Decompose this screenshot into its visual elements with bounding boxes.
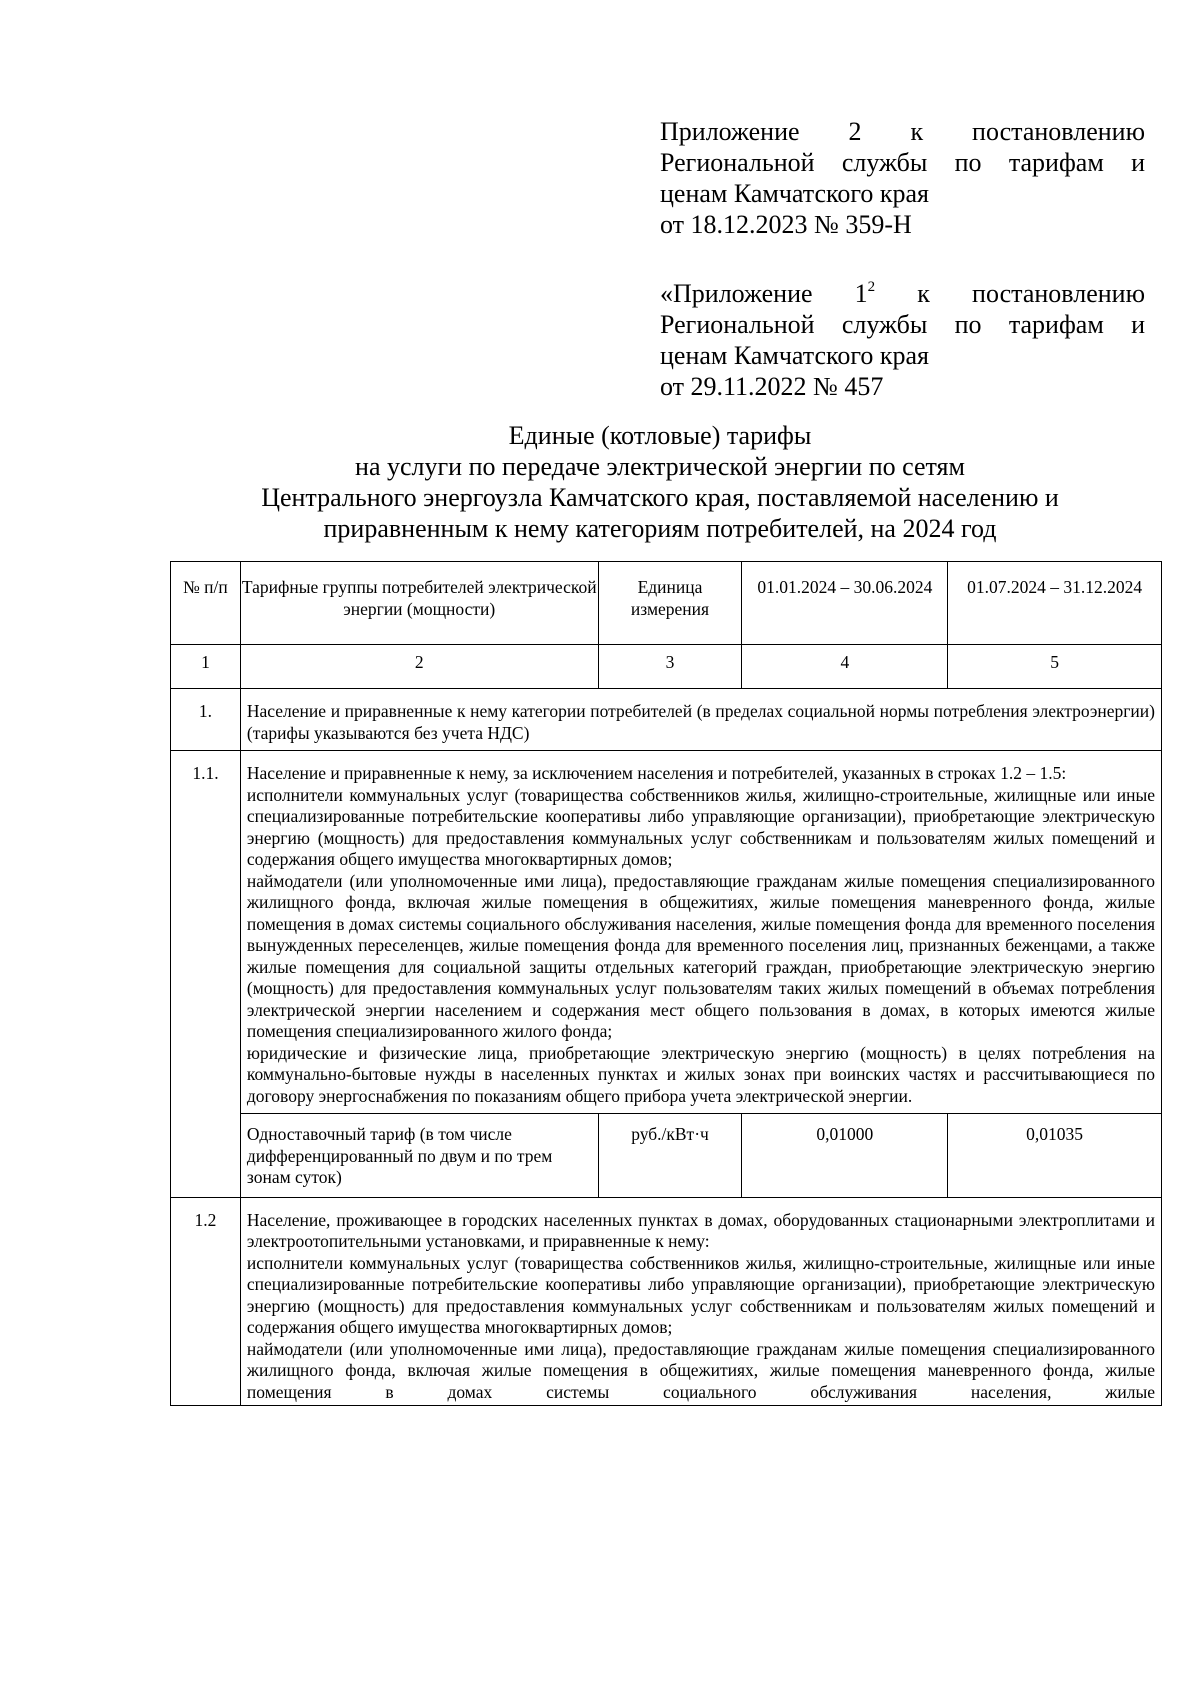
- description-paragraph: исполнители коммунальных услуг (товарищества собственников жилья, жилищно-строительные, жилищные или иные специализированные потребительские кооперативы либо управляющие организации), приобретающие электрическую энергию (мощность) для предоставления коммунальных услуг собственникам и пользователям жилых помещений и содержания общего имущества многоквартирных домов;: [246, 784, 1155, 869]
- appendix-line: [660, 278, 1145, 309]
- description-paragraph: наймодатели (или уполномоченные ими лица), предоставляющие гражданам жилые помещения специализированного жилищного фонда, включая жилые помещения в общежитиях, жилые помещения маневренного фонда, жилые помещения в домах системы социального обслуживания населения, жилые помещения фонда для временного поселения вынужденных переселенцев, жилые помещения фонда для временного поселения лиц, признанных беженцами, а также жилые помещения для социальной защиты отдельных категорий граждан, приобретающие электрическую энергию (мощность) для предоставления коммунальных услуг пользователям таких жилых помещений в объемах потребления электрической энергии населением и содержания мест общего пользования в домах, в которых имеются жилые помещения специализированного жилого фонда;: [246, 870, 1155, 1041]
- column-number: 3: [598, 645, 742, 689]
- table-row-1-2: [171, 1197, 1162, 1406]
- row-description: [240, 751, 1161, 1114]
- title-line: приравненным к нему категориям потребителей, на 2024 год: [323, 514, 997, 543]
- section-description: [240, 689, 1161, 751]
- column-number: 2: [240, 645, 598, 689]
- description-paragraph: наймодатели (или уполномоченные ими лица), предоставляющие гражданам жилые помещения специализированного жилищного фонда, включая жилые помещения в общежитиях, жилые помещения маневренного фонда, жилые помещения в домах системы социального обслуживания населения, жилые: [246, 1338, 1155, 1402]
- row-number: 1.2: [171, 1197, 241, 1406]
- appendix-prefix: «Приложение 1: [660, 279, 868, 308]
- header-period-1: 01.01.2024 – 30.06.2024: [742, 562, 948, 645]
- description-paragraph: Население и приравненные к нему, за исключением населения и потребителей, указанных в строках 1.2 – 1.5:: [246, 763, 1067, 783]
- tariff-label: Одноставочный тариф (в том числе дифференцированный по двум и по трем зонам суток): [240, 1114, 598, 1198]
- appendix-line: Приложение 2 к постановлению: [660, 117, 1145, 146]
- row-number: 1.1.: [171, 751, 241, 1198]
- column-number: 1: [171, 645, 241, 689]
- header-group: Тарифные группы потребителей электрической энергии (мощности): [240, 562, 598, 645]
- column-numbers-row: [171, 645, 1162, 689]
- description-paragraph: Население, проживающее в городских населенных пунктах в домах, оборудованных стационарными электроплитами и электроотопительными установками, и приравненные к нему:: [246, 1209, 1155, 1251]
- row-description: [240, 1197, 1161, 1406]
- title-line: Центрального энергоузла Камчатского края, поставляемой населению и: [261, 483, 1059, 512]
- document-title: [160, 420, 1160, 544]
- appendix-header-current: [660, 116, 1145, 240]
- appendix-line: ценам Камчатского края: [660, 179, 929, 208]
- table-row-1-1: [171, 751, 1162, 1114]
- section-text: Население и приравненные к нему категории потребителей (в пределах социальной нормы потребления электроэнергии) (тарифы указываются без учета НДС): [246, 701, 1155, 743]
- appendix-date-number: от 18.12.2023 № 359-Н: [660, 210, 912, 239]
- title-line: Единые (котловые) тарифы: [508, 421, 812, 450]
- header-num: № п/п: [171, 562, 241, 645]
- tariff-value-period-2: 0,01035: [948, 1114, 1162, 1198]
- header-unit: Единица измерения: [598, 562, 742, 645]
- tariff-value-period-1: 0,01000: [742, 1114, 948, 1198]
- table-header-row: [171, 562, 1162, 645]
- tariffs-table: [170, 561, 1162, 1406]
- appendix-suffix: к постановлению: [917, 279, 1145, 308]
- column-number: 5: [948, 645, 1162, 689]
- appendix-date-number: от 29.11.2022 № 457: [660, 372, 884, 401]
- description-paragraph: юридические и физические лица, приобретающие электрическую энергию (мощность) в целях потребления на коммунально-бытовые нужды в населенных пунктах и жилых зонах при воинских частях и рассчитывающиеся по договору энергоснабжения по показаниям общего прибора учета электрической энергии.: [246, 1042, 1155, 1106]
- tariff-unit: руб./кВт·ч: [598, 1114, 742, 1198]
- appendix-header-amended: [660, 278, 1145, 402]
- title-line: на услуги по передаче электрической энергии по сетям: [355, 452, 965, 481]
- section-row: [171, 689, 1162, 751]
- column-number: 4: [742, 645, 948, 689]
- row-number: 1.: [171, 689, 241, 751]
- tariff-value-row: [171, 1114, 1162, 1198]
- appendix-line: ценам Камчатского края: [660, 341, 929, 370]
- description-paragraph: исполнители коммунальных услуг (товарищества собственников жилья, жилищно-строительные, жилищные или иные специализированные потребительские кооперативы либо управляющие организации), приобретающие электрическую энергию (мощность) для предоставления коммунальных услуг собственникам и пользователям жилых помещений и содержания общего имущества многоквартирных домов;: [246, 1252, 1155, 1337]
- header-period-2: 01.07.2024 – 31.12.2024: [948, 562, 1162, 645]
- appendix-line: Региональной службы по тарифам и: [660, 310, 1145, 339]
- appendix-line: Региональной службы по тарифам и: [660, 148, 1145, 177]
- appendix-superscript: 2: [867, 279, 876, 295]
